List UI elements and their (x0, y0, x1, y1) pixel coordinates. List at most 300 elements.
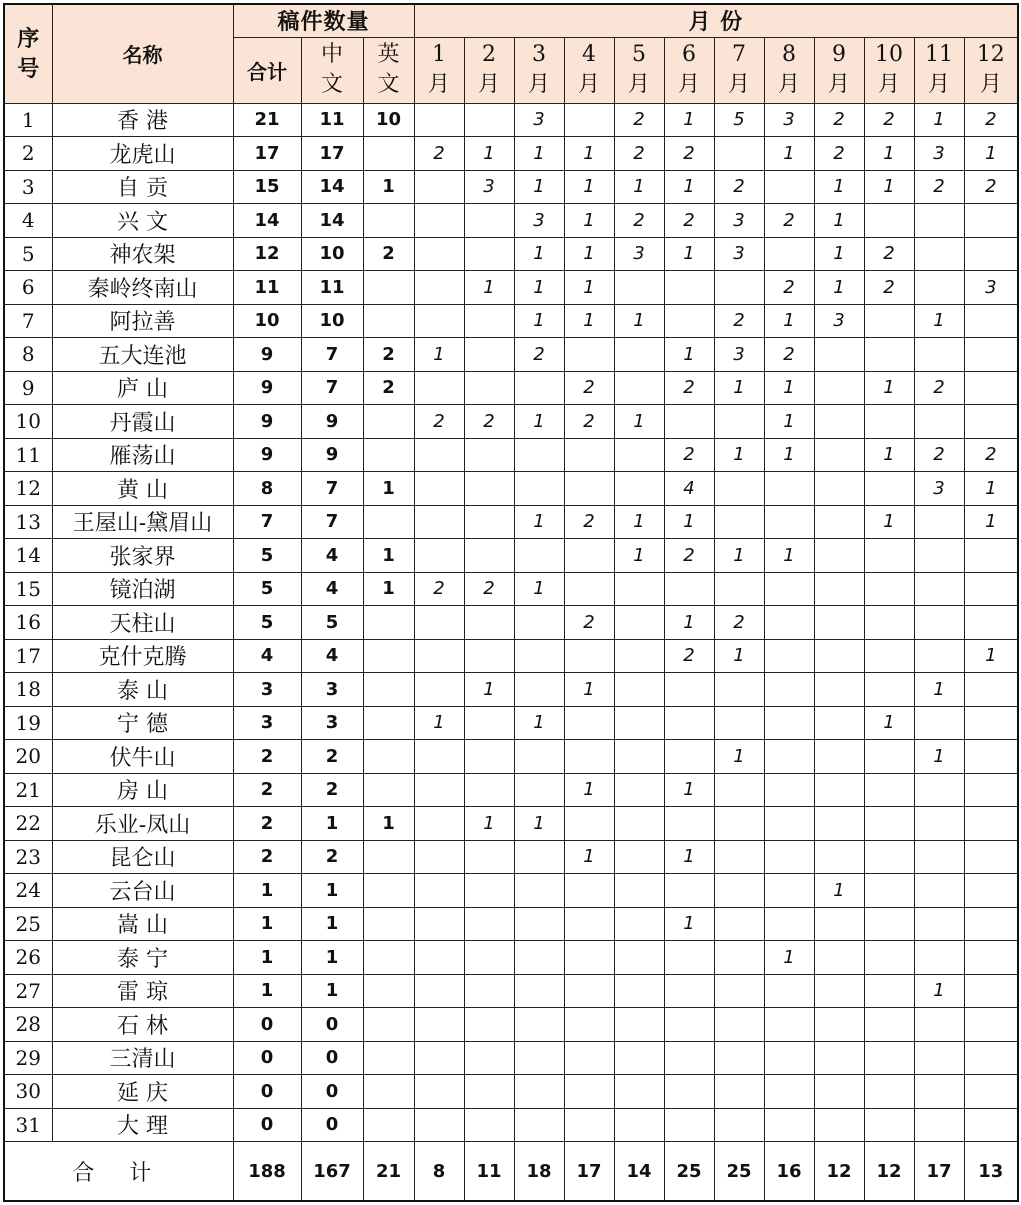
row-index: 3 (4, 170, 52, 204)
row-month-value (614, 606, 664, 640)
row-month-value: 1 (864, 371, 914, 405)
row-month-value (664, 941, 714, 975)
row-month-value (514, 673, 564, 707)
row-name: 大 理 (52, 1108, 233, 1142)
row-month-value (614, 371, 664, 405)
row-en (363, 204, 414, 238)
row-month-value: 4 (664, 472, 714, 506)
row-en: 2 (363, 338, 414, 372)
row-month-value: 1 (564, 204, 614, 238)
row-total: 21 (233, 103, 301, 137)
row-month-value (614, 706, 664, 740)
row-month-value (964, 907, 1018, 941)
row-total: 7 (233, 505, 301, 539)
row-month-value: 2 (764, 204, 814, 238)
row-month-value: 2 (614, 204, 664, 238)
row-month-value (914, 1008, 964, 1042)
row-month-value (414, 539, 464, 573)
row-month-value (414, 1075, 464, 1109)
row-month-value: 3 (714, 204, 764, 238)
row-month-value: 1 (514, 405, 564, 439)
row-month-value: 2 (864, 103, 914, 137)
row-index: 4 (4, 204, 52, 238)
row-month-value: 2 (664, 371, 714, 405)
row-index: 28 (4, 1008, 52, 1042)
row-month-value (964, 840, 1018, 874)
row-name: 庐 山 (52, 371, 233, 405)
row-month-value (764, 1108, 814, 1142)
table-row (4, 1041, 1018, 1075)
row-month-value (414, 673, 464, 707)
row-month-value (664, 807, 714, 841)
row-month-value: 1 (964, 137, 1018, 171)
total-month: 14 (614, 1142, 664, 1202)
row-month-value (514, 874, 564, 908)
row-month-value (464, 103, 514, 137)
row-month-value (864, 639, 914, 673)
row-month-value (564, 103, 614, 137)
row-month-value (964, 1075, 1018, 1109)
row-month-value (914, 706, 964, 740)
row-zh: 3 (301, 706, 363, 740)
table-row (4, 941, 1018, 975)
row-month-value (764, 505, 814, 539)
row-zh: 9 (301, 438, 363, 472)
row-total: 0 (233, 1008, 301, 1042)
row-month-value (764, 237, 814, 271)
row-month-value (714, 271, 764, 305)
row-month-value (514, 941, 564, 975)
row-total: 5 (233, 539, 301, 573)
table-row (4, 472, 1018, 506)
row-month-value: 1 (814, 874, 864, 908)
row-zh: 0 (301, 1041, 363, 1075)
row-zh: 0 (301, 1108, 363, 1142)
row-name: 丹霞山 (52, 405, 233, 439)
row-month-value (714, 773, 764, 807)
row-zh: 1 (301, 974, 363, 1008)
row-en (363, 1008, 414, 1042)
row-month-value (564, 874, 614, 908)
row-month-value (664, 405, 714, 439)
row-month-value (664, 974, 714, 1008)
row-name: 龙虎山 (52, 137, 233, 171)
total-row (4, 1142, 1018, 1202)
row-month-value: 1 (864, 438, 914, 472)
row-en (363, 304, 414, 338)
table-row (4, 505, 1018, 539)
row-month-value (914, 204, 964, 238)
row-index: 13 (4, 505, 52, 539)
row-month-value (764, 639, 814, 673)
row-month-value (914, 639, 964, 673)
row-month-value: 1 (614, 304, 664, 338)
header-month: 3 月 (514, 37, 564, 103)
row-month-value (464, 1041, 514, 1075)
row-month-value (664, 271, 714, 305)
row-zh: 11 (301, 103, 363, 137)
row-month-value: 1 (664, 840, 714, 874)
row-month-value (914, 606, 964, 640)
row-month-value (914, 539, 964, 573)
row-month-value: 2 (414, 572, 464, 606)
row-total: 1 (233, 907, 301, 941)
row-month-value (614, 974, 664, 1008)
row-month-value (514, 639, 564, 673)
row-month-value (964, 773, 1018, 807)
table-body (4, 103, 1018, 1142)
row-month-value (564, 807, 614, 841)
row-en (363, 1075, 414, 1109)
row-month-value (614, 1041, 664, 1075)
row-en: 1 (363, 472, 414, 506)
total-en: 21 (363, 1142, 414, 1202)
row-month-value (814, 438, 864, 472)
row-en (363, 907, 414, 941)
row-month-value (514, 740, 564, 774)
header-month: 5 月 (614, 37, 664, 103)
row-month-value (614, 874, 664, 908)
row-index: 6 (4, 271, 52, 305)
row-month-value (814, 371, 864, 405)
row-month-value (814, 907, 864, 941)
row-month-value (864, 1041, 914, 1075)
row-month-value: 1 (764, 371, 814, 405)
row-month-value (614, 807, 664, 841)
row-month-value: 1 (764, 438, 814, 472)
row-month-value (714, 1108, 764, 1142)
row-month-value (864, 740, 914, 774)
row-zh: 7 (301, 505, 363, 539)
row-month-value (664, 1075, 714, 1109)
row-index: 19 (4, 706, 52, 740)
row-month-value (464, 304, 514, 338)
row-month-value: 1 (764, 941, 814, 975)
row-total: 5 (233, 572, 301, 606)
row-month-value (464, 606, 514, 640)
row-month-value: 1 (614, 505, 664, 539)
row-month-value (564, 1075, 614, 1109)
row-month-value (614, 773, 664, 807)
row-month-value: 2 (914, 438, 964, 472)
row-name: 雁荡山 (52, 438, 233, 472)
row-month-value: 1 (964, 639, 1018, 673)
row-month-value (914, 840, 964, 874)
row-month-value (414, 941, 464, 975)
row-month-value (914, 1075, 964, 1109)
row-month-value: 1 (564, 673, 614, 707)
row-month-value (414, 974, 464, 1008)
row-month-value (864, 974, 914, 1008)
table-row (4, 706, 1018, 740)
row-month-value (914, 1041, 964, 1075)
row-month-value: 3 (464, 170, 514, 204)
row-month-value (714, 974, 764, 1008)
row-month-value (514, 438, 564, 472)
row-month-value (964, 1108, 1018, 1142)
row-total: 5 (233, 606, 301, 640)
row-month-value (614, 472, 664, 506)
row-month-value: 1 (914, 740, 964, 774)
row-name: 自 贡 (52, 170, 233, 204)
row-month-value (564, 572, 614, 606)
row-month-value: 1 (864, 170, 914, 204)
row-month-value (714, 907, 764, 941)
row-month-value: 1 (564, 840, 614, 874)
row-month-value (914, 807, 964, 841)
row-month-value (864, 1108, 914, 1142)
row-name: 五大连池 (52, 338, 233, 372)
row-month-value (414, 371, 464, 405)
row-month-value: 2 (414, 405, 464, 439)
row-total: 0 (233, 1108, 301, 1142)
row-month-value (614, 438, 664, 472)
row-total: 2 (233, 807, 301, 841)
row-total: 10 (233, 304, 301, 338)
header-seq: 序 号 (4, 4, 52, 103)
row-month-value (614, 840, 664, 874)
row-month-value: 1 (564, 170, 614, 204)
row-month-value: 3 (914, 472, 964, 506)
row-month-value: 2 (564, 505, 614, 539)
table-row (4, 740, 1018, 774)
row-month-value: 3 (814, 304, 864, 338)
row-month-value (964, 941, 1018, 975)
row-month-value (864, 874, 914, 908)
row-month-value: 2 (964, 438, 1018, 472)
row-month-value: 1 (664, 170, 714, 204)
row-month-value (964, 338, 1018, 372)
row-month-value (814, 539, 864, 573)
row-total: 9 (233, 338, 301, 372)
row-month-value: 1 (464, 673, 514, 707)
header-month: 8 月 (764, 37, 814, 103)
table-row (4, 170, 1018, 204)
row-month-value (464, 639, 514, 673)
row-month-value (864, 1075, 914, 1109)
row-month-value (964, 606, 1018, 640)
row-month-value (514, 1108, 564, 1142)
row-month-value (564, 706, 614, 740)
row-zh: 10 (301, 304, 363, 338)
row-month-value (464, 338, 514, 372)
row-month-value: 1 (514, 271, 564, 305)
row-month-value: 1 (564, 237, 614, 271)
row-month-value: 1 (464, 137, 514, 171)
table-row (4, 137, 1018, 171)
row-month-value (514, 539, 564, 573)
row-month-value (864, 941, 914, 975)
row-en (363, 505, 414, 539)
row-total: 17 (233, 137, 301, 171)
row-month-value (464, 204, 514, 238)
row-month-value: 1 (514, 572, 564, 606)
row-month-value (414, 1041, 464, 1075)
row-month-value (764, 907, 814, 941)
row-month-value (514, 371, 564, 405)
row-month-value (614, 639, 664, 673)
row-name: 天柱山 (52, 606, 233, 640)
row-month-value (714, 706, 764, 740)
row-month-value (714, 874, 764, 908)
row-index: 17 (4, 639, 52, 673)
row-en (363, 271, 414, 305)
row-month-value (514, 840, 564, 874)
row-month-value (814, 1075, 864, 1109)
row-month-value: 5 (714, 103, 764, 137)
row-name: 张家界 (52, 539, 233, 573)
row-month-value: 3 (514, 103, 564, 137)
row-month-value (414, 271, 464, 305)
row-en: 2 (363, 371, 414, 405)
row-month-value: 1 (514, 237, 564, 271)
row-month-value (964, 807, 1018, 841)
row-month-value (864, 673, 914, 707)
row-month-value (714, 1008, 764, 1042)
row-month-value (564, 338, 614, 372)
row-en: 10 (363, 103, 414, 137)
row-name: 三清山 (52, 1041, 233, 1075)
row-month-value (914, 941, 964, 975)
table-row (4, 840, 1018, 874)
row-zh: 4 (301, 539, 363, 573)
row-month-value (964, 1008, 1018, 1042)
row-month-value (814, 639, 864, 673)
row-month-value (664, 706, 714, 740)
row-month-value (414, 606, 464, 640)
row-month-value: 2 (714, 606, 764, 640)
row-month-value: 2 (814, 103, 864, 137)
row-month-value: 1 (564, 137, 614, 171)
row-name: 兴 文 (52, 204, 233, 238)
row-month-value (414, 740, 464, 774)
row-month-value (414, 1008, 464, 1042)
row-month-value (914, 237, 964, 271)
row-month-value: 1 (914, 673, 964, 707)
table-row (4, 237, 1018, 271)
row-index: 21 (4, 773, 52, 807)
row-total: 9 (233, 371, 301, 405)
row-month-value: 2 (964, 103, 1018, 137)
row-total: 4 (233, 639, 301, 673)
row-month-value (414, 204, 464, 238)
header-month: 12 月 (964, 37, 1018, 103)
row-month-value (814, 1041, 864, 1075)
row-month-value: 2 (764, 271, 814, 305)
row-index: 1 (4, 103, 52, 137)
row-month-value: 1 (714, 639, 764, 673)
row-month-value: 3 (764, 103, 814, 137)
row-month-value (864, 304, 914, 338)
total-month: 12 (864, 1142, 914, 1202)
row-month-value (614, 740, 664, 774)
row-month-value (714, 572, 764, 606)
total-month: 18 (514, 1142, 564, 1202)
row-month-value: 1 (514, 170, 564, 204)
row-index: 20 (4, 740, 52, 774)
row-month-value: 3 (714, 338, 764, 372)
row-month-value: 3 (714, 237, 764, 271)
table-row (4, 974, 1018, 1008)
row-month-value (414, 438, 464, 472)
row-en: 1 (363, 170, 414, 204)
row-zh: 0 (301, 1008, 363, 1042)
row-zh: 0 (301, 1075, 363, 1109)
row-en (363, 840, 414, 874)
row-total: 2 (233, 740, 301, 774)
table-row (4, 204, 1018, 238)
row-total: 1 (233, 874, 301, 908)
row-month-value (864, 539, 914, 573)
row-month-value (464, 706, 514, 740)
row-zh: 10 (301, 237, 363, 271)
row-month-value (514, 1041, 564, 1075)
row-month-value (864, 572, 914, 606)
row-month-value (564, 639, 614, 673)
row-month-value: 2 (814, 137, 864, 171)
row-total: 14 (233, 204, 301, 238)
row-en (363, 639, 414, 673)
row-month-value: 2 (864, 271, 914, 305)
row-month-value (864, 807, 914, 841)
row-month-value (764, 673, 814, 707)
row-month-value (564, 974, 614, 1008)
row-month-value: 1 (814, 271, 864, 305)
row-month-value (964, 539, 1018, 573)
row-index: 30 (4, 1075, 52, 1109)
row-month-value (764, 1075, 814, 1109)
row-month-value (464, 874, 514, 908)
row-month-value (764, 874, 814, 908)
row-month-value: 1 (964, 472, 1018, 506)
row-en (363, 606, 414, 640)
table-row (4, 1008, 1018, 1042)
row-name: 嵩 山 (52, 907, 233, 941)
table-row (4, 639, 1018, 673)
row-month-value (964, 706, 1018, 740)
row-month-value (764, 472, 814, 506)
row-month-value: 1 (914, 304, 964, 338)
row-name: 泰 宁 (52, 941, 233, 975)
row-month-value (814, 673, 864, 707)
row-month-value (764, 1041, 814, 1075)
row-month-value (414, 237, 464, 271)
row-month-value (464, 1075, 514, 1109)
row-month-value: 2 (664, 539, 714, 573)
table-row (4, 907, 1018, 941)
row-month-value (714, 1041, 764, 1075)
row-zh: 7 (301, 371, 363, 405)
row-month-value: 3 (614, 237, 664, 271)
row-index: 26 (4, 941, 52, 975)
row-zh: 9 (301, 405, 363, 439)
row-month-value (464, 237, 514, 271)
row-month-value (464, 438, 514, 472)
row-month-value (964, 974, 1018, 1008)
row-index: 22 (4, 807, 52, 841)
row-month-value (964, 304, 1018, 338)
total-month: 8 (414, 1142, 464, 1202)
row-month-value: 2 (664, 438, 714, 472)
row-month-value (914, 773, 964, 807)
row-month-value: 1 (514, 304, 564, 338)
row-index: 16 (4, 606, 52, 640)
row-month-value (414, 639, 464, 673)
row-month-value: 2 (464, 572, 514, 606)
row-month-value (764, 807, 814, 841)
row-en: 1 (363, 807, 414, 841)
row-month-value: 1 (514, 505, 564, 539)
